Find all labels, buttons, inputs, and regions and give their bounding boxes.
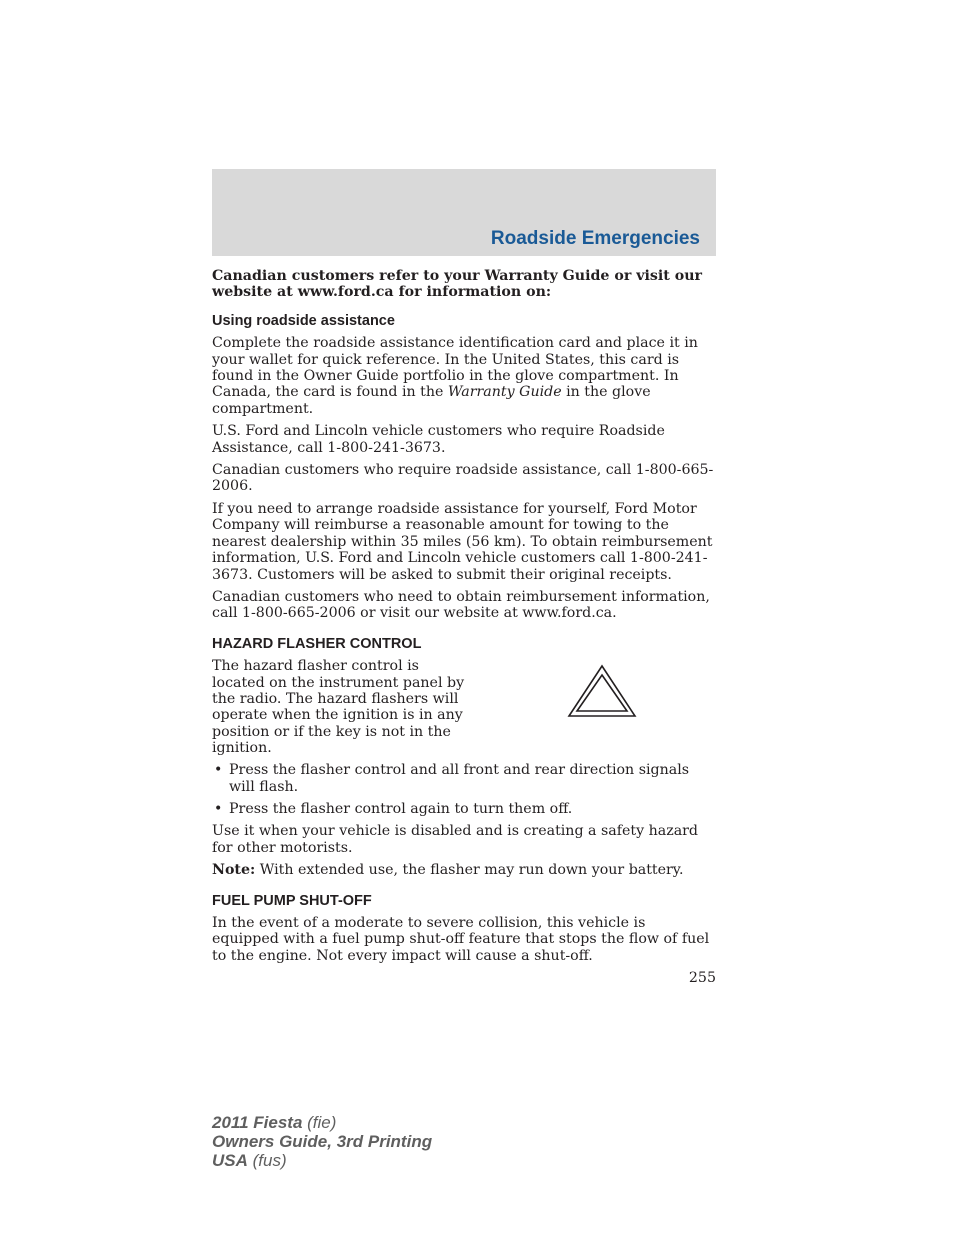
hazard-block [212,658,716,758]
hazard-triangle-icon [567,664,637,718]
intro-paragraph: Canadian customers refer to your Warranty Guide or visit our website at www.ford.ca for information on: [212,268,703,301]
page-number: 255 [688,970,716,987]
hazard-heading: HAZARD FLASHER CONTROL [212,635,422,652]
roadside-paragraph-5: Canadian customers who need to obtain reimbursement information, call 1-800-665-2006 or visit our website at www.ford.ca. [212,588,710,622]
roadside-paragraph-3: Canadian customers who require roadside assistance, call 1-800-665-2006. [212,462,714,495]
hazard-bullet-list [212,762,716,817]
roadside-paragraph-2: U.S. Ford and Lincoln vehicle customers who require Roadside Assistance, call 1-800-241-3673. [212,423,665,456]
hazard-note [212,862,716,878]
note-text: With extended use, the flasher may run down your battery. [255,862,684,879]
footer-line-3: USA (fus) [212,1151,287,1170]
roadside-paragraph-4: If you need to arrange roadside assistance for yourself, Ford Motor Company will reimburse a reasonable amount for towing to the nearest dealership within 35 miles (56 km). To obtain reimbursement information, U.S. Ford and Lincoln vehicle customers call 1-800-241-3673. Customers will be asked to submit their original receipts. [212,500,713,583]
fuel-paragraph-1: In the event of a moderate to severe collision, this vehicle is equipped with a fuel pump shut-off feature that stops the flow of fuel to the engine. Not every impact will cause a shut-off. [212,914,710,964]
chapter-title: Roadside Emergencies [490,228,700,249]
fuel-heading: FUEL PUMP SHUT-OFF [212,892,372,909]
roadside-paragraph-1 [212,335,716,417]
document-footer [212,1113,432,1170]
roadside-p1-before: Complete the roadside assistance identification card and place it in your wallet for quick reference. In the United States, this card is found in the Owner Guide portfolio in the glove compartment. In Canada, the card is found in the [212,335,698,401]
footer-line-1: 2011 Fiesta (fie) [212,1113,337,1132]
list-item: • Press the flasher control and all front and rear direction signals will flash. [214,762,690,795]
list-item: • Press the flasher control again to turn them off. [214,800,573,817]
footer-line-2: Owners Guide, 3rd Printing [212,1132,433,1151]
roadside-p1-after: in the glove compartment. [212,384,651,417]
bullet-text: Press the flasher control and all front and rear direction signals will flash. [229,762,690,795]
bullet-text: Press the flasher control again to turn them off. [229,800,573,817]
chapter-header-band [212,169,716,256]
hazard-paragraph-1: The hazard flasher control is located on the instrument panel by the radio. The hazard flashers will operate when the ignition is in any position or if the key is not in the ignition. [212,658,465,757]
roadside-heading: Using roadside assistance [212,312,395,329]
hazard-paragraph-2: Use it when your vehicle is disabled and is creating a safety hazard for other motorists. [212,823,699,856]
note-label: Note: [212,862,256,879]
warranty-guide-italic: Warranty Guide [447,384,562,401]
page-content [212,268,716,987]
